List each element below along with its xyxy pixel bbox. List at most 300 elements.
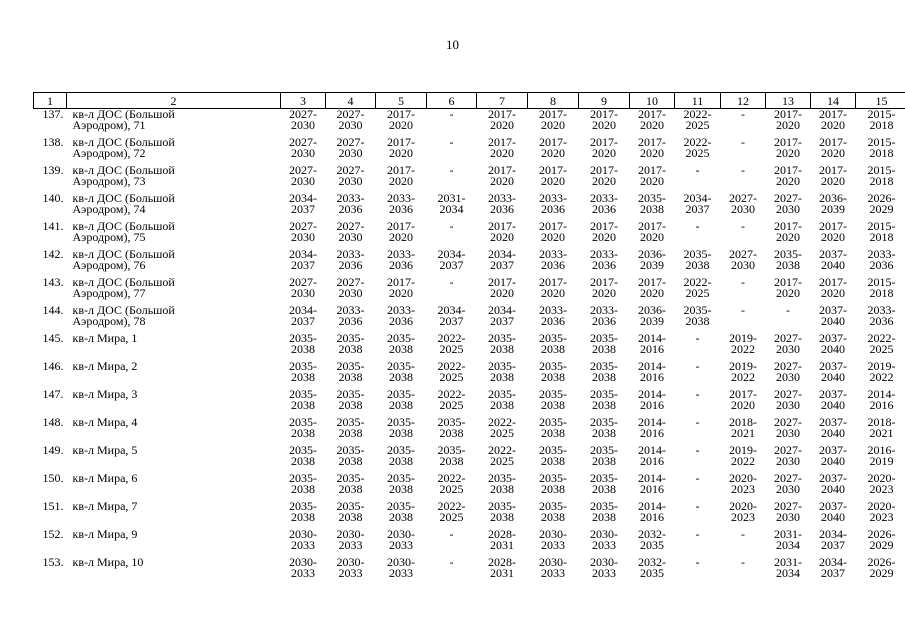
value-cell <box>675 445 721 473</box>
cell-line: 2039 <box>821 201 845 216</box>
cell-line: 2035- <box>387 415 415 429</box>
cell-line: 2034- <box>683 191 712 205</box>
value-cell <box>811 165 856 193</box>
cell-line: 2025 <box>869 341 894 356</box>
value-cell <box>721 277 766 305</box>
cell-line: 2038 <box>338 453 363 468</box>
cell-line: 2022- <box>437 471 466 485</box>
cell-line: 2027- <box>336 135 365 149</box>
cell-line: кв-л ДОС (Большой <box>72 219 175 233</box>
table-row <box>34 193 905 221</box>
cell-line: 2020 <box>776 285 800 300</box>
cell-line: 2035- <box>590 387 618 401</box>
cell-line: 2032- <box>638 555 666 569</box>
value-cell <box>630 529 675 557</box>
value-cell <box>427 501 477 529</box>
cell-line: 2033 <box>592 537 616 552</box>
cell-line: 2040 <box>821 341 845 356</box>
value-cell <box>326 529 376 557</box>
cell-line <box>73 400 281 411</box>
value-cell <box>766 473 811 501</box>
cell-line: 2030- <box>336 527 365 541</box>
value-cell <box>811 361 856 389</box>
cell-line <box>73 484 281 495</box>
cell-line: 2038 <box>541 341 565 356</box>
cell-line: 2035- <box>488 387 516 401</box>
page-number: 10 <box>446 37 459 52</box>
cell-line: 2035- <box>590 471 618 485</box>
cell-line: - <box>695 471 700 485</box>
cell-line: 2038 <box>291 397 315 412</box>
cell-line: 2033 <box>338 537 363 552</box>
cell-line: 2040 <box>821 313 845 328</box>
value-cell <box>477 249 528 277</box>
value-cell <box>811 249 856 277</box>
cell-line: 2030- <box>590 527 618 541</box>
value-cell <box>427 473 477 501</box>
cell-line: 2034- <box>289 247 317 261</box>
cell-line: 2035 <box>640 537 664 552</box>
value-cell <box>721 305 766 333</box>
cell-line: 2017- <box>539 275 567 289</box>
cell-line: 2036 <box>338 201 363 216</box>
cell-line: 2016 <box>640 397 664 412</box>
cell-line: 2038 <box>776 257 800 272</box>
value-cell <box>528 417 579 445</box>
cell-line: 2033- <box>590 303 618 317</box>
cell-line: 2031 <box>490 565 514 580</box>
value-cell <box>281 305 326 333</box>
cell-line: 2021 <box>731 425 755 440</box>
value-cell <box>675 221 721 249</box>
cell-line: 2030 <box>776 481 800 496</box>
value-cell <box>477 557 528 585</box>
row-name <box>67 501 281 529</box>
cell-line: 2033- <box>336 303 365 317</box>
cell-line: 2022- <box>683 135 712 149</box>
cell-line: 2035- <box>336 415 365 429</box>
value-cell <box>326 445 376 473</box>
cell-line: 2030 <box>776 397 800 412</box>
cell-line: 2014- <box>638 415 666 429</box>
value-cell <box>376 277 427 305</box>
cell-line: 2035- <box>336 387 365 401</box>
cell-line: 2038 <box>490 481 514 496</box>
value-cell <box>579 277 630 305</box>
row-name <box>67 473 281 501</box>
cell-line: 2023 <box>869 481 894 496</box>
cell-line: 2016 <box>640 453 664 468</box>
cell-line: 2025 <box>439 481 464 496</box>
value-cell <box>675 333 721 361</box>
value-cell <box>721 529 766 557</box>
cell-line: 2038 <box>541 425 565 440</box>
cell-line: 2020 <box>640 145 664 160</box>
cell-line: 2020 <box>821 145 845 160</box>
cell-line: 2038 <box>338 369 363 384</box>
cell-line <box>721 176 766 187</box>
cell-line: 2037- <box>819 387 847 401</box>
cell-line: Аэродром), 75 <box>72 229 146 244</box>
cell-line: Аэродром), 78 <box>72 313 146 328</box>
value-cell <box>281 277 326 305</box>
value-cell <box>427 417 477 445</box>
value-cell <box>477 305 528 333</box>
cell-line: 2035- <box>488 471 516 485</box>
value-cell <box>376 557 427 585</box>
value-cell <box>281 249 326 277</box>
cell-line: 2038 <box>592 425 616 440</box>
cell-line: 2020 <box>640 173 664 188</box>
row-number: 153. <box>42 555 64 569</box>
cell-line: 2017- <box>729 387 757 401</box>
value-cell <box>427 193 477 221</box>
cell-line: 2038 <box>291 369 315 384</box>
value-cell <box>326 277 376 305</box>
cell-line: 2030 <box>338 117 363 132</box>
cell-line: 2037 <box>291 313 315 328</box>
cell-line: кв-л ДОС (Большой <box>72 247 175 261</box>
cell-line: 2035- <box>638 191 666 205</box>
cell-line: 2038 <box>490 341 514 356</box>
cell-line: - <box>695 499 700 513</box>
column-header-5: 5 <box>376 93 427 109</box>
cell-line: 2030 <box>291 117 315 132</box>
cell-line: 2033 <box>389 565 413 580</box>
cell-line: 2017- <box>819 107 847 121</box>
row-number: 137. <box>42 107 64 121</box>
cell-line: 2023 <box>869 509 894 524</box>
cell-line: 2022- <box>683 275 712 289</box>
cell-line: - <box>449 275 454 289</box>
value-cell <box>579 501 630 529</box>
value-cell <box>766 529 811 557</box>
value-cell <box>427 221 477 249</box>
value-cell <box>675 137 721 165</box>
cell-line: 2035- <box>387 359 415 373</box>
value-cell <box>721 109 766 138</box>
value-cell <box>675 109 721 138</box>
row-name <box>67 221 281 249</box>
cell-line: кв-л Мира, 3 <box>72 387 138 401</box>
value-cell <box>811 501 856 529</box>
value-cell <box>856 473 905 501</box>
table-row <box>34 417 905 445</box>
cell-line: 2022 <box>869 369 894 384</box>
row-number: 145. <box>42 331 64 345</box>
cell-line: 2033 <box>291 565 315 580</box>
row-number: 141. <box>42 219 64 233</box>
cell-line: 2017- <box>488 219 516 233</box>
cell-line: 2020 <box>490 285 514 300</box>
table-row <box>34 137 905 165</box>
value-cell <box>630 445 675 473</box>
cell-line: 2035- <box>387 331 415 345</box>
cell-line <box>427 176 477 187</box>
value-cell <box>281 529 326 557</box>
cell-line: 2035- <box>387 443 415 457</box>
row-name <box>67 165 281 193</box>
cell-line: 2020 <box>776 117 800 132</box>
cell-line: 2018 <box>869 145 894 160</box>
value-cell <box>630 193 675 221</box>
cell-line: 2033 <box>541 537 565 552</box>
cell-line: 2027- <box>729 191 757 205</box>
cell-line: 2038 <box>389 509 413 524</box>
value-cell <box>326 501 376 529</box>
value-cell <box>477 109 528 138</box>
cell-line: 2017- <box>774 163 802 177</box>
value-cell <box>326 137 376 165</box>
cell-line: 2030 <box>731 201 755 216</box>
cell-line: 2030- <box>289 555 317 569</box>
cell-line: 2029 <box>869 201 894 216</box>
value-cell <box>579 249 630 277</box>
value-cell <box>579 473 630 501</box>
row-number: 146. <box>42 359 64 373</box>
cell-line: 2015- <box>867 135 896 149</box>
cell-line: 2035- <box>539 359 567 373</box>
value-cell <box>281 109 326 138</box>
table-row <box>34 389 905 417</box>
value-cell <box>579 417 630 445</box>
cell-line: 2018 <box>869 173 894 188</box>
cell-line: Аэродром), 76 <box>72 257 146 272</box>
value-cell <box>326 473 376 501</box>
value-cell <box>528 109 579 138</box>
value-cell <box>579 389 630 417</box>
value-cell <box>326 109 376 138</box>
cell-line: 2036 <box>541 201 565 216</box>
value-cell <box>766 193 811 221</box>
cell-line: 2017- <box>638 275 666 289</box>
cell-line: 2019- <box>729 331 757 345</box>
value-cell <box>326 361 376 389</box>
column-header-9: 9 <box>579 93 630 109</box>
value-cell <box>856 249 905 277</box>
cell-line: 2017- <box>590 219 618 233</box>
cell-line <box>427 232 477 243</box>
cell-line: - <box>741 135 745 149</box>
value-cell <box>376 333 427 361</box>
row-number: 142. <box>42 247 64 261</box>
value-cell <box>376 389 427 417</box>
value-cell <box>811 473 856 501</box>
cell-line <box>73 428 281 439</box>
cell-line <box>427 148 477 159</box>
cell-line: 2036 <box>490 201 514 216</box>
cell-line: 2038 <box>389 369 413 384</box>
cell-line: 2025 <box>439 341 464 356</box>
cell-line: 2017- <box>590 107 618 121</box>
cell-line: 2017- <box>638 135 666 149</box>
cell-line: 2020 <box>389 229 413 244</box>
row-name <box>67 109 281 138</box>
cell-line: 2025 <box>439 509 464 524</box>
cell-line: 2022- <box>437 331 466 345</box>
cell-line: 2034- <box>437 247 466 261</box>
cell-line: 2036 <box>541 313 565 328</box>
cell-line <box>721 288 766 299</box>
cell-line: 2014- <box>638 359 666 373</box>
cell-line: - <box>449 527 454 541</box>
cell-line: 2035- <box>387 499 415 513</box>
cell-line: 2036- <box>819 191 847 205</box>
cell-line: - <box>695 443 700 457</box>
cell-line: 2028- <box>488 555 516 569</box>
cell-line: 2033- <box>387 247 415 261</box>
value-cell <box>766 557 811 585</box>
row-number: 148. <box>42 415 64 429</box>
cell-line: 2030- <box>539 555 567 569</box>
cell-line: 2030- <box>590 555 618 569</box>
cell-line: 2036 <box>592 257 616 272</box>
cell-line <box>427 120 477 131</box>
cell-line: 2026- <box>867 191 896 205</box>
value-cell <box>579 137 630 165</box>
cell-line <box>675 232 721 243</box>
cell-line: 2037 <box>685 201 710 216</box>
cell-line: 2018- <box>729 415 757 429</box>
cell-line: 2038 <box>490 509 514 524</box>
cell-line: кв-л Мира, 7 <box>72 499 138 513</box>
cell-line: 2031 <box>490 537 514 552</box>
cell-line: 2033 <box>389 537 413 552</box>
cell-line: 2035- <box>289 331 317 345</box>
cell-line: 2020- <box>867 471 896 485</box>
cell-line: 2020 <box>541 229 565 244</box>
cell-line: кв-л ДОС (Большой <box>72 275 175 289</box>
cell-line: 2018 <box>869 117 894 132</box>
value-cell <box>766 389 811 417</box>
value-cell <box>766 417 811 445</box>
row-name <box>67 557 281 585</box>
cell-line: 2020 <box>592 117 616 132</box>
cell-line: - <box>741 527 745 541</box>
cell-line: 2017- <box>387 275 415 289</box>
row-number: 149. <box>42 443 64 457</box>
value-cell <box>281 361 326 389</box>
cell-line: 2017- <box>539 107 567 121</box>
cell-line: 2017- <box>774 219 802 233</box>
cell-line: 2030 <box>338 229 363 244</box>
cell-line: 2027- <box>774 471 802 485</box>
cell-line: 2030 <box>776 341 800 356</box>
value-cell <box>528 137 579 165</box>
cell-line: 2027- <box>774 443 802 457</box>
value-cell <box>326 333 376 361</box>
cell-line: 2038 <box>490 397 514 412</box>
cell-line: 2020 <box>592 145 616 160</box>
cell-line: 2026- <box>867 555 896 569</box>
cell-line: 2015- <box>867 219 896 233</box>
cell-line: 2035- <box>289 387 317 401</box>
value-cell <box>326 249 376 277</box>
cell-line: 2036 <box>338 257 363 272</box>
cell-line: 2040 <box>821 509 845 524</box>
value-cell <box>528 333 579 361</box>
cell-line: 2025 <box>685 117 710 132</box>
row-name <box>67 529 281 557</box>
cell-line: 2031- <box>774 555 802 569</box>
cell-line <box>427 568 477 579</box>
value-cell <box>811 193 856 221</box>
cell-line: 2014- <box>638 387 666 401</box>
cell-line: 2015- <box>867 275 896 289</box>
cell-line: - <box>741 555 745 569</box>
cell-line: 2020 <box>490 229 514 244</box>
cell-line: 2035- <box>683 247 712 261</box>
cell-line: 2037 <box>291 201 315 216</box>
table-row <box>34 529 905 557</box>
value-cell <box>675 249 721 277</box>
value-cell <box>427 165 477 193</box>
cell-line: 2020 <box>490 145 514 160</box>
value-cell <box>376 137 427 165</box>
cell-line: 2017- <box>819 275 847 289</box>
cell-line: 2038 <box>592 481 616 496</box>
cell-line: - <box>741 219 745 233</box>
cell-line: 2027- <box>289 107 317 121</box>
cell-line: 2030- <box>539 527 567 541</box>
value-cell <box>766 249 811 277</box>
row-number: 150. <box>42 471 64 485</box>
cell-line: 2017- <box>638 219 666 233</box>
cell-line: 2033- <box>867 247 896 261</box>
cell-line: 2017- <box>387 219 415 233</box>
cell-line: 2027- <box>336 219 365 233</box>
cell-line: 2019- <box>867 359 896 373</box>
cell-line: 2035- <box>336 443 365 457</box>
value-cell <box>721 137 766 165</box>
cell-line: 2037- <box>819 359 847 373</box>
cell-line: 2014- <box>638 499 666 513</box>
cell-line: 2014- <box>867 387 896 401</box>
cell-line: 2022- <box>437 387 466 401</box>
cell-line: 2014- <box>638 331 666 345</box>
value-cell <box>856 137 905 165</box>
value-cell <box>281 501 326 529</box>
cell-line: 2035- <box>539 387 567 401</box>
table-row <box>34 361 905 389</box>
cell-line: 2034- <box>437 303 466 317</box>
cell-line: 2036 <box>541 257 565 272</box>
value-cell <box>856 529 905 557</box>
cell-line: 2033- <box>539 247 567 261</box>
cell-line: 2020 <box>821 173 845 188</box>
cell-line: 2036 <box>389 257 413 272</box>
cell-line: 2017- <box>387 163 415 177</box>
cell-line: 2030- <box>336 555 365 569</box>
cell-line: 2038 <box>291 453 315 468</box>
cell-line: 2037 <box>439 257 464 272</box>
row-name <box>67 361 281 389</box>
cell-line: 2035- <box>590 499 618 513</box>
cell-line: 2022- <box>867 331 896 345</box>
value-cell <box>326 221 376 249</box>
value-cell <box>376 109 427 138</box>
cell-line: 2020 <box>640 285 664 300</box>
cell-line <box>721 120 766 131</box>
schedule-table <box>33 92 905 585</box>
cell-line: 2033 <box>338 565 363 580</box>
cell-line: 2016 <box>640 369 664 384</box>
cell-line: 2033- <box>867 303 896 317</box>
value-cell <box>675 193 721 221</box>
value-cell <box>427 333 477 361</box>
cell-line: 2027- <box>774 387 802 401</box>
value-cell <box>630 361 675 389</box>
